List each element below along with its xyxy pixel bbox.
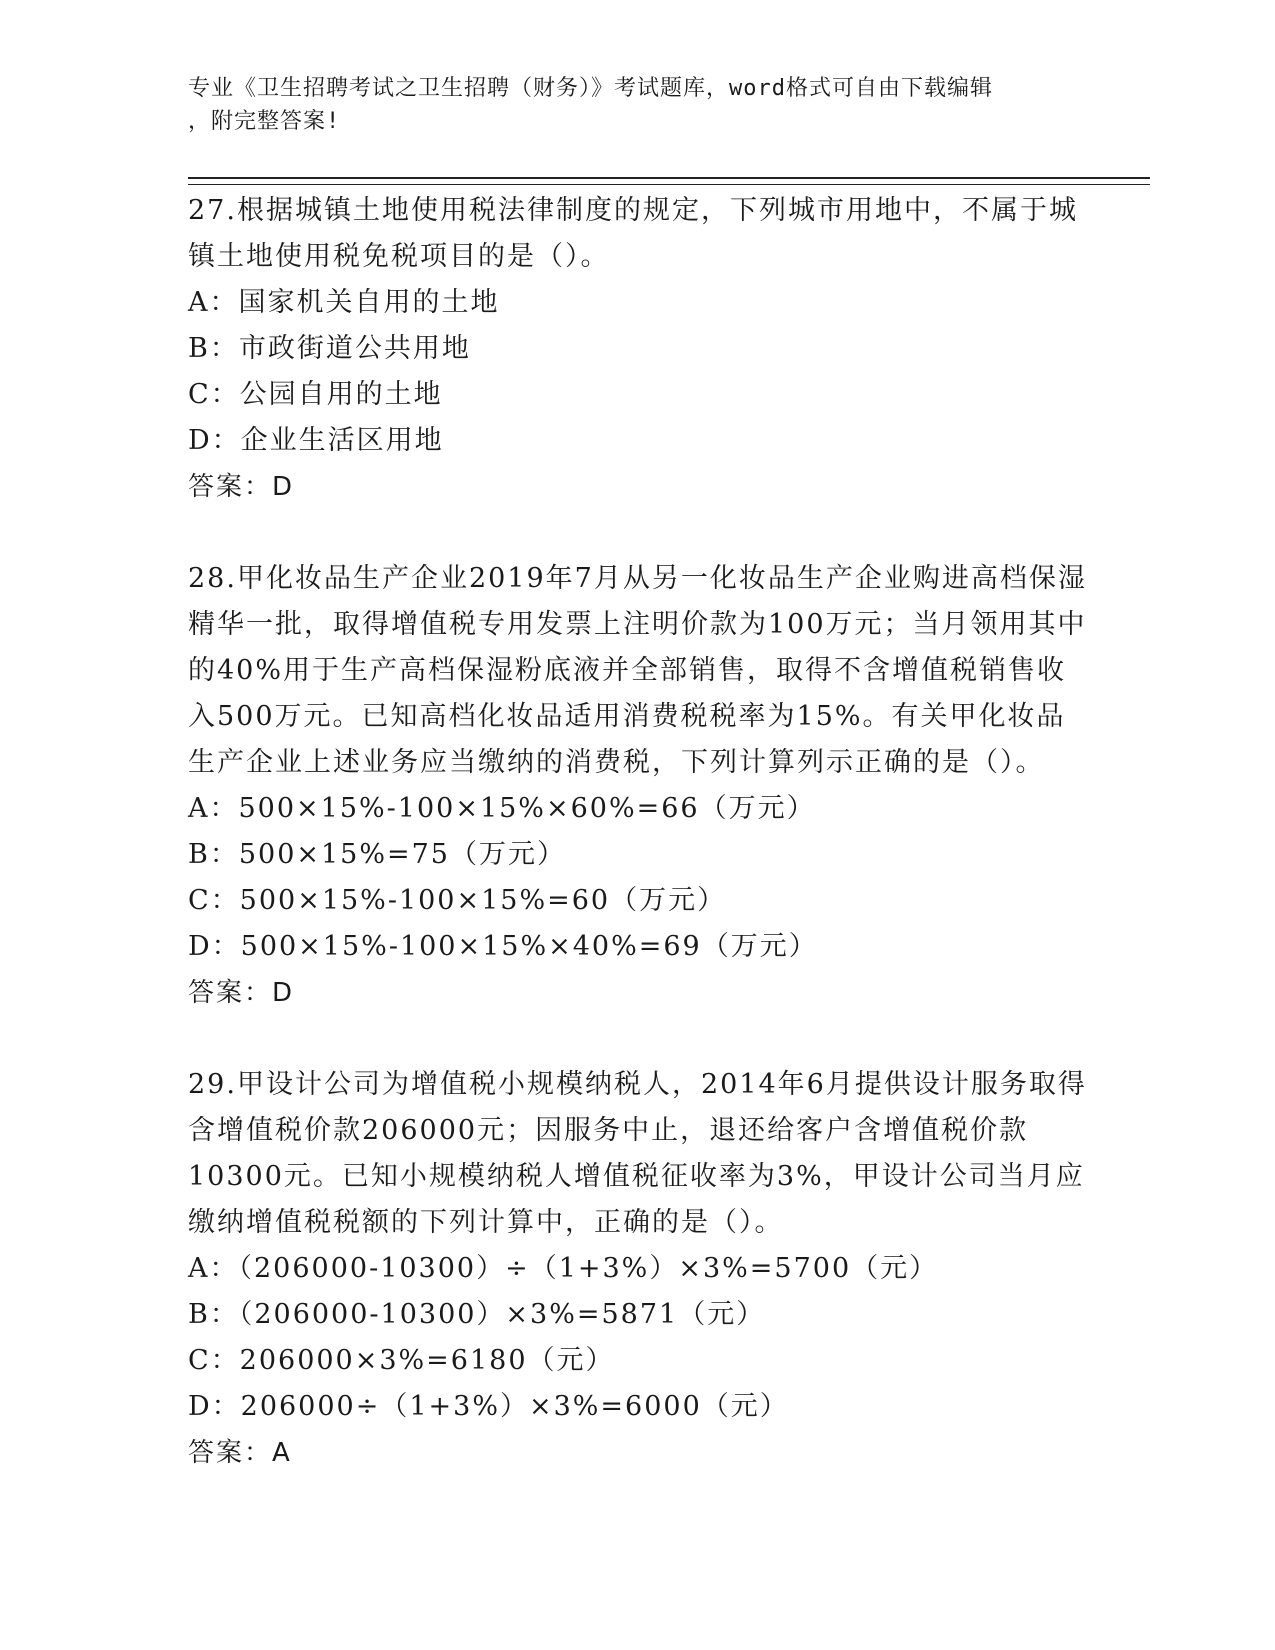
option-a: A：（206000-10300）÷（1+3%）×3%=5700（元）: [188, 1253, 939, 1284]
option-a: A：500×15%-100×15%×60%=66（万元）: [188, 793, 816, 824]
header-divider-thin: [188, 184, 1150, 185]
option-d: D：企业生活区用地: [188, 425, 444, 456]
header-line-1: 专业《卫生招聘考试之卫生招聘（财务）》考试题库，word格式可自由下载编辑: [188, 76, 993, 101]
option-c: C：206000×3%=6180（元）: [188, 1345, 615, 1376]
answer-line: 答案：D: [188, 472, 295, 502]
option-c: C：公园自用的土地: [188, 379, 443, 410]
option-b: B：市政街道公共用地: [188, 333, 471, 364]
question-list: [188, 188, 1088, 1522]
header-divider-thick: [188, 177, 1150, 179]
document-header: [188, 72, 1068, 138]
question-28: [188, 556, 1088, 1016]
question-27: [188, 188, 1088, 510]
option-c: C：500×15%-100×15%=60（万元）: [188, 885, 727, 916]
answer-line: 答案：D: [188, 978, 295, 1008]
header-line-2: ，附完整答案!: [188, 109, 341, 134]
option-a: A：国家机关自用的土地: [188, 287, 500, 318]
question-29: [188, 1062, 1088, 1476]
option-b: B：（206000-10300）×3%=5871（元）: [188, 1299, 766, 1330]
answer-line: 答案：A: [188, 1438, 292, 1468]
option-d: D：500×15%-100×15%×40%=69（万元）: [188, 931, 818, 962]
option-d: D：206000÷（1+3%）×3%=6000（元）: [188, 1391, 789, 1422]
option-b: B：500×15%=75（万元）: [188, 839, 566, 870]
question-stem: 29.甲设计公司为增值税小规模纳税人，2014年6月提供设计服务取得含增值税价款206000元；因服务中止，退还给客户含增值税价款10300元。已知小规模纳税人增值税征收率为3%，甲设计公司当月应缴纳增值税税额的下列计算中，正确的是（）。: [188, 1069, 1087, 1238]
question-stem: 27.根据城镇土地使用税法律制度的规定，下列城市用地中，不属于城镇土地使用税免税项目的是（）。: [188, 195, 1078, 272]
question-stem: 28.甲化妆品生产企业2019年7月从另一化妆品生产企业购进高档保湿精华一批，取得增值税专用发票上注明价款为100万元；当月领用其中的40%用于生产高档保湿粉底液并全部销售，取得不含增值税销售收入500万元。已知高档化妆品适用消费税税率为15%。有关甲化妆品生产企业上述业务应当缴纳的消费税，下列计算列示正确的是（）。: [188, 563, 1087, 778]
